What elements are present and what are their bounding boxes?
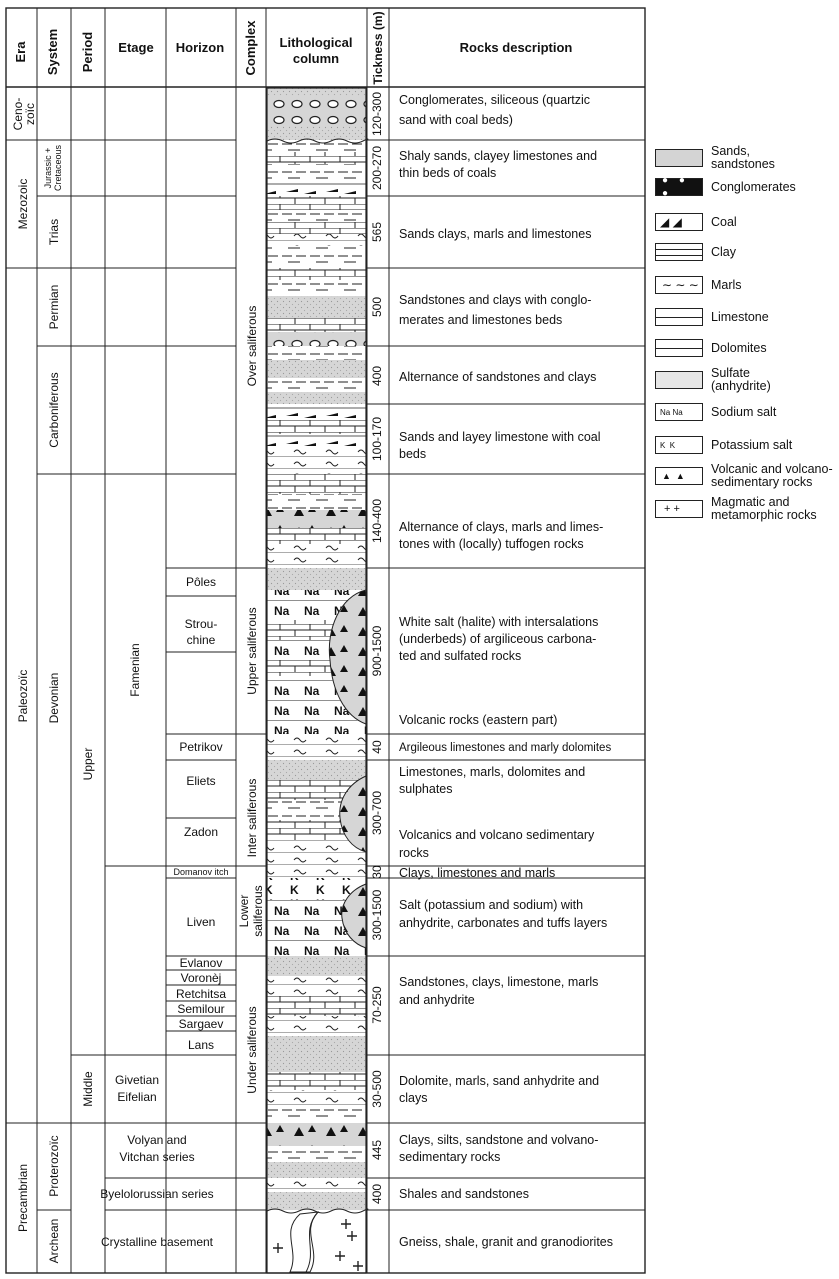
- clay-band: [267, 378, 366, 392]
- horizon-liven: Liven: [186, 915, 216, 929]
- volcanic-band: [267, 510, 366, 528]
- thickness-value: 300-1500: [370, 889, 384, 941]
- limestone-band: [267, 420, 366, 434]
- description-line: rocks: [399, 846, 429, 860]
- description-line: Alternance of sandstones and clays: [399, 370, 597, 384]
- description-line: sulphates: [399, 782, 453, 796]
- sulfate-band: [267, 568, 366, 590]
- description-line: Volcanic rocks (eastern part): [399, 713, 558, 727]
- marl-band: [267, 1090, 366, 1108]
- description-line: sand with coal beds): [399, 113, 513, 127]
- marl-band: [267, 448, 366, 474]
- sand-band: [267, 126, 366, 140]
- description-line: Salt (potassium and sodium) with: [399, 898, 584, 912]
- description-line: Sandstones, clays, limestone, marls: [399, 975, 599, 989]
- description-line: White salt (halite) with intersalations: [399, 615, 599, 629]
- description-line: Dolomite, marls, sand anhydrite and: [399, 1074, 600, 1088]
- marl-band: [267, 1178, 366, 1192]
- thickness-value: 400: [370, 365, 384, 387]
- limestone-band: [267, 318, 366, 332]
- system-carboniferous: Carboniferous: [47, 372, 61, 448]
- description-line: sedimentary rocks: [399, 1150, 501, 1164]
- limestone-band: [267, 996, 366, 1016]
- thickness-value: 30: [370, 865, 384, 879]
- clay-band: [267, 1108, 366, 1123]
- etage-givetian: Givetian: [114, 1073, 160, 1087]
- marl-band: [267, 734, 366, 760]
- sand-band: [267, 360, 366, 378]
- limestone-band: [267, 1072, 366, 1090]
- legend-label-line: Conglomerates: [711, 179, 796, 194]
- legend-label-line: Dolomites: [711, 340, 767, 355]
- lithological-column: [267, 88, 368, 1273]
- description-line: Conglomerates, siliceous (quartzic: [399, 93, 591, 107]
- sand-band: [267, 88, 366, 96]
- horizon-zadon: Zadon: [183, 825, 219, 839]
- description-line: and anhydrite: [399, 993, 475, 1007]
- header-litho-line2: column: [292, 51, 340, 66]
- description-line: beds: [399, 447, 427, 461]
- limestone-band: [267, 152, 366, 164]
- horizon-voronej: Voronèj: [180, 971, 222, 985]
- sand-band: [267, 1055, 366, 1072]
- marl-band: [267, 234, 366, 246]
- legend-label-line: Magmatic and: [711, 495, 790, 509]
- clay-band: [267, 246, 366, 268]
- description-line: anhydrite, carbonates and tuffs layers: [399, 916, 608, 930]
- header-system: System: [45, 28, 60, 76]
- era-cenozoic-line1: Ceno-: [11, 97, 25, 131]
- header-era: Era: [13, 41, 28, 63]
- volcanic-band: [267, 1123, 366, 1146]
- description-line: (underbeds) of argiliceous carbona-: [399, 632, 597, 646]
- horizon-retchitsa: Retchitsa: [175, 987, 227, 1001]
- limestone-band: [267, 268, 366, 280]
- legend-label-line: Marls: [711, 277, 742, 292]
- thickness-value: 120-300: [370, 91, 384, 137]
- period-middle: Middle: [81, 1071, 95, 1107]
- system-archean: Archean: [47, 1218, 61, 1264]
- etage-volyan: Volyan and: [127, 1133, 187, 1147]
- thickness-value: 200-270: [370, 145, 384, 191]
- conglomerate-band: [267, 332, 366, 346]
- coal-icon: ◢ ◢: [655, 213, 703, 231]
- system-jurassic-line2: Cretaceous: [53, 144, 63, 192]
- legend-label-line: Limestone: [711, 309, 769, 324]
- horizon-lans: Lans: [187, 1038, 215, 1052]
- potassium-salt-icon: K K: [655, 436, 703, 454]
- description-line: Alternance of clays, marls and limes-: [399, 520, 604, 534]
- limestone-band: [267, 222, 366, 234]
- thickness-value: 40: [370, 740, 384, 754]
- thickness-value: 100-170: [370, 416, 384, 462]
- description-line: Clays, silts, sandstone and volvano-: [399, 1133, 599, 1147]
- legend-label-line: Clay: [711, 244, 737, 259]
- clay-band: [267, 1146, 366, 1162]
- legend-label-line: Sulfate: [711, 366, 750, 380]
- limestone-band: [267, 196, 366, 210]
- legend-label-line: metamorphic rocks: [711, 508, 817, 522]
- description-line: merates and limestones beds: [399, 313, 563, 327]
- description-line: Clays, limestones and marls: [399, 866, 556, 880]
- clay-band: [267, 210, 366, 222]
- description-line: Limestones, marls, dolomites and: [399, 765, 586, 779]
- legend-label-line: sandstones: [711, 157, 775, 171]
- etage-vitchan: Vitchan series: [119, 1150, 195, 1164]
- coal-band: [267, 434, 366, 448]
- header-litho-line1: Lithological: [279, 35, 353, 50]
- legend-label-line: Sodium salt: [711, 404, 777, 419]
- era-precambrian: Precambrian: [16, 1163, 30, 1233]
- sand-band: [267, 296, 366, 318]
- etage-byelorussian: Byelolorussian series: [100, 1187, 214, 1201]
- header-thickness: Tickness (m): [371, 11, 385, 85]
- sand-band: [267, 1036, 366, 1055]
- description-line: Sands and layey limestone with coal: [399, 430, 601, 444]
- legend-label-line: Coal: [711, 214, 737, 229]
- sand-band: [267, 956, 366, 976]
- description-line: Gneiss, shale, granit and granodiorites: [399, 1235, 614, 1249]
- clay-band: [267, 164, 366, 180]
- description-line: clays: [399, 1091, 428, 1105]
- legend-label-line: Potassium salt: [711, 437, 793, 452]
- clay-band: [267, 494, 366, 510]
- header-description: Rocks description: [459, 40, 573, 55]
- etage-crystalline: Crystalline basement: [100, 1235, 214, 1249]
- system-permian: Permian: [47, 284, 61, 330]
- horizon-strouchine-2: chine: [186, 633, 216, 647]
- sodium-salt-icon: Na Na: [655, 403, 703, 421]
- etage-eifelian: Eifelian: [117, 1090, 157, 1104]
- sand-band: [267, 392, 366, 404]
- header-period: Period: [80, 31, 95, 73]
- marl-band: [267, 544, 366, 568]
- complex-upper-saliferous: Upper saliferous: [245, 607, 259, 695]
- era-mezozoic: Mezozoic: [16, 178, 30, 230]
- thickness-value: 70-250: [370, 986, 384, 1024]
- complex-lower-1: Lower: [237, 894, 251, 928]
- system-proterozoic: Proterozoïc: [47, 1135, 61, 1197]
- marl-icon: ∼ ∼ ∼: [655, 276, 703, 294]
- complex-over-saliferous: Over saliferous: [245, 305, 259, 387]
- thickness-value: 300-700: [370, 790, 384, 836]
- marl-band: [267, 1016, 366, 1036]
- thickness-value: 900-1500: [370, 625, 384, 677]
- description-line: ted and sulfated rocks: [399, 649, 522, 663]
- horizon-petrikov: Petrikov: [179, 740, 223, 754]
- complex-lower-2: saliferous: [251, 885, 265, 937]
- limestone-band: [267, 528, 366, 544]
- conglomerate-band: [267, 96, 366, 126]
- header-horizon: Horizon: [175, 40, 225, 55]
- legend-label-line: sedimentary rocks: [711, 475, 813, 489]
- description-line: thin beds of coals: [399, 166, 497, 180]
- description-line: Volcanics and volcano sedimentary: [399, 828, 595, 842]
- horizon-domanovitch: Domanov itch: [173, 867, 229, 877]
- sand-band: [267, 1192, 366, 1210]
- description-line: Sandstones and clays with conglo-: [399, 293, 592, 307]
- sand-band: [267, 1162, 366, 1178]
- volcanic-icon: ▲ ▲: [655, 467, 703, 485]
- thickness-value: 565: [370, 221, 384, 243]
- magmatic-band: [267, 1210, 366, 1273]
- description-line: Shaly sands, clayey limestones and: [399, 149, 598, 163]
- coal-band: [267, 404, 366, 420]
- system-jurassic-line1: Jurassic +: [43, 147, 53, 189]
- clay-band: [267, 280, 366, 296]
- horizon-strouchine-1: Strou-: [184, 617, 218, 631]
- marl-band: [267, 976, 366, 996]
- coal-band: [267, 180, 366, 196]
- description-line: Shales and sandstones: [399, 1187, 529, 1201]
- description-line: Argileous limestones and marly dolomites: [399, 742, 612, 754]
- description-line: tones with (locally) tuffogen rocks: [399, 537, 584, 551]
- system-devonian: Devonian: [47, 672, 61, 724]
- legend-label-line: Sands,: [711, 144, 750, 158]
- clay-band: [267, 346, 366, 360]
- limestone-band: [267, 474, 366, 494]
- legend-label-line: Volcanic and volcano-: [711, 462, 833, 476]
- thickness-value: 500: [370, 296, 384, 318]
- thickness-value: 30-500: [370, 1070, 384, 1108]
- system-trias: Trias: [47, 218, 61, 246]
- era-cenozoic-line2: zoïc: [23, 102, 37, 126]
- etage-famenian: Famenian: [128, 643, 142, 697]
- sulfate-band: [267, 760, 366, 780]
- marl-band: [267, 866, 366, 878]
- legend-label-line: (anhydrite): [711, 379, 771, 393]
- period-upper: Upper: [81, 747, 95, 781]
- thickness-value: 445: [370, 1139, 384, 1161]
- horizon-sargaev: Sargaev: [178, 1017, 224, 1031]
- conglomerate-icon: ● ● ●: [655, 178, 703, 196]
- horizon-eliets: Eliets: [186, 774, 216, 788]
- horizon-evlanov: Evlanov: [179, 956, 223, 970]
- era-paleozoic: Paleozoïc: [16, 669, 30, 723]
- complex-under-saliferous: Under saliferous: [245, 1006, 259, 1094]
- magmatic-icon: + +: [655, 500, 703, 518]
- complex-inter-saliferous: Inter saliferous: [245, 778, 259, 858]
- horizon-semilour: Semilour: [177, 1002, 225, 1016]
- thickness-value: 400: [370, 1183, 384, 1205]
- header-complex: Complex: [243, 20, 258, 76]
- horizon-poles: Pôles: [185, 575, 217, 589]
- header-etage: Etage: [118, 40, 154, 55]
- description-line: Sands clays, marls and limestones: [399, 227, 592, 241]
- thickness-value: 140-400: [370, 498, 384, 544]
